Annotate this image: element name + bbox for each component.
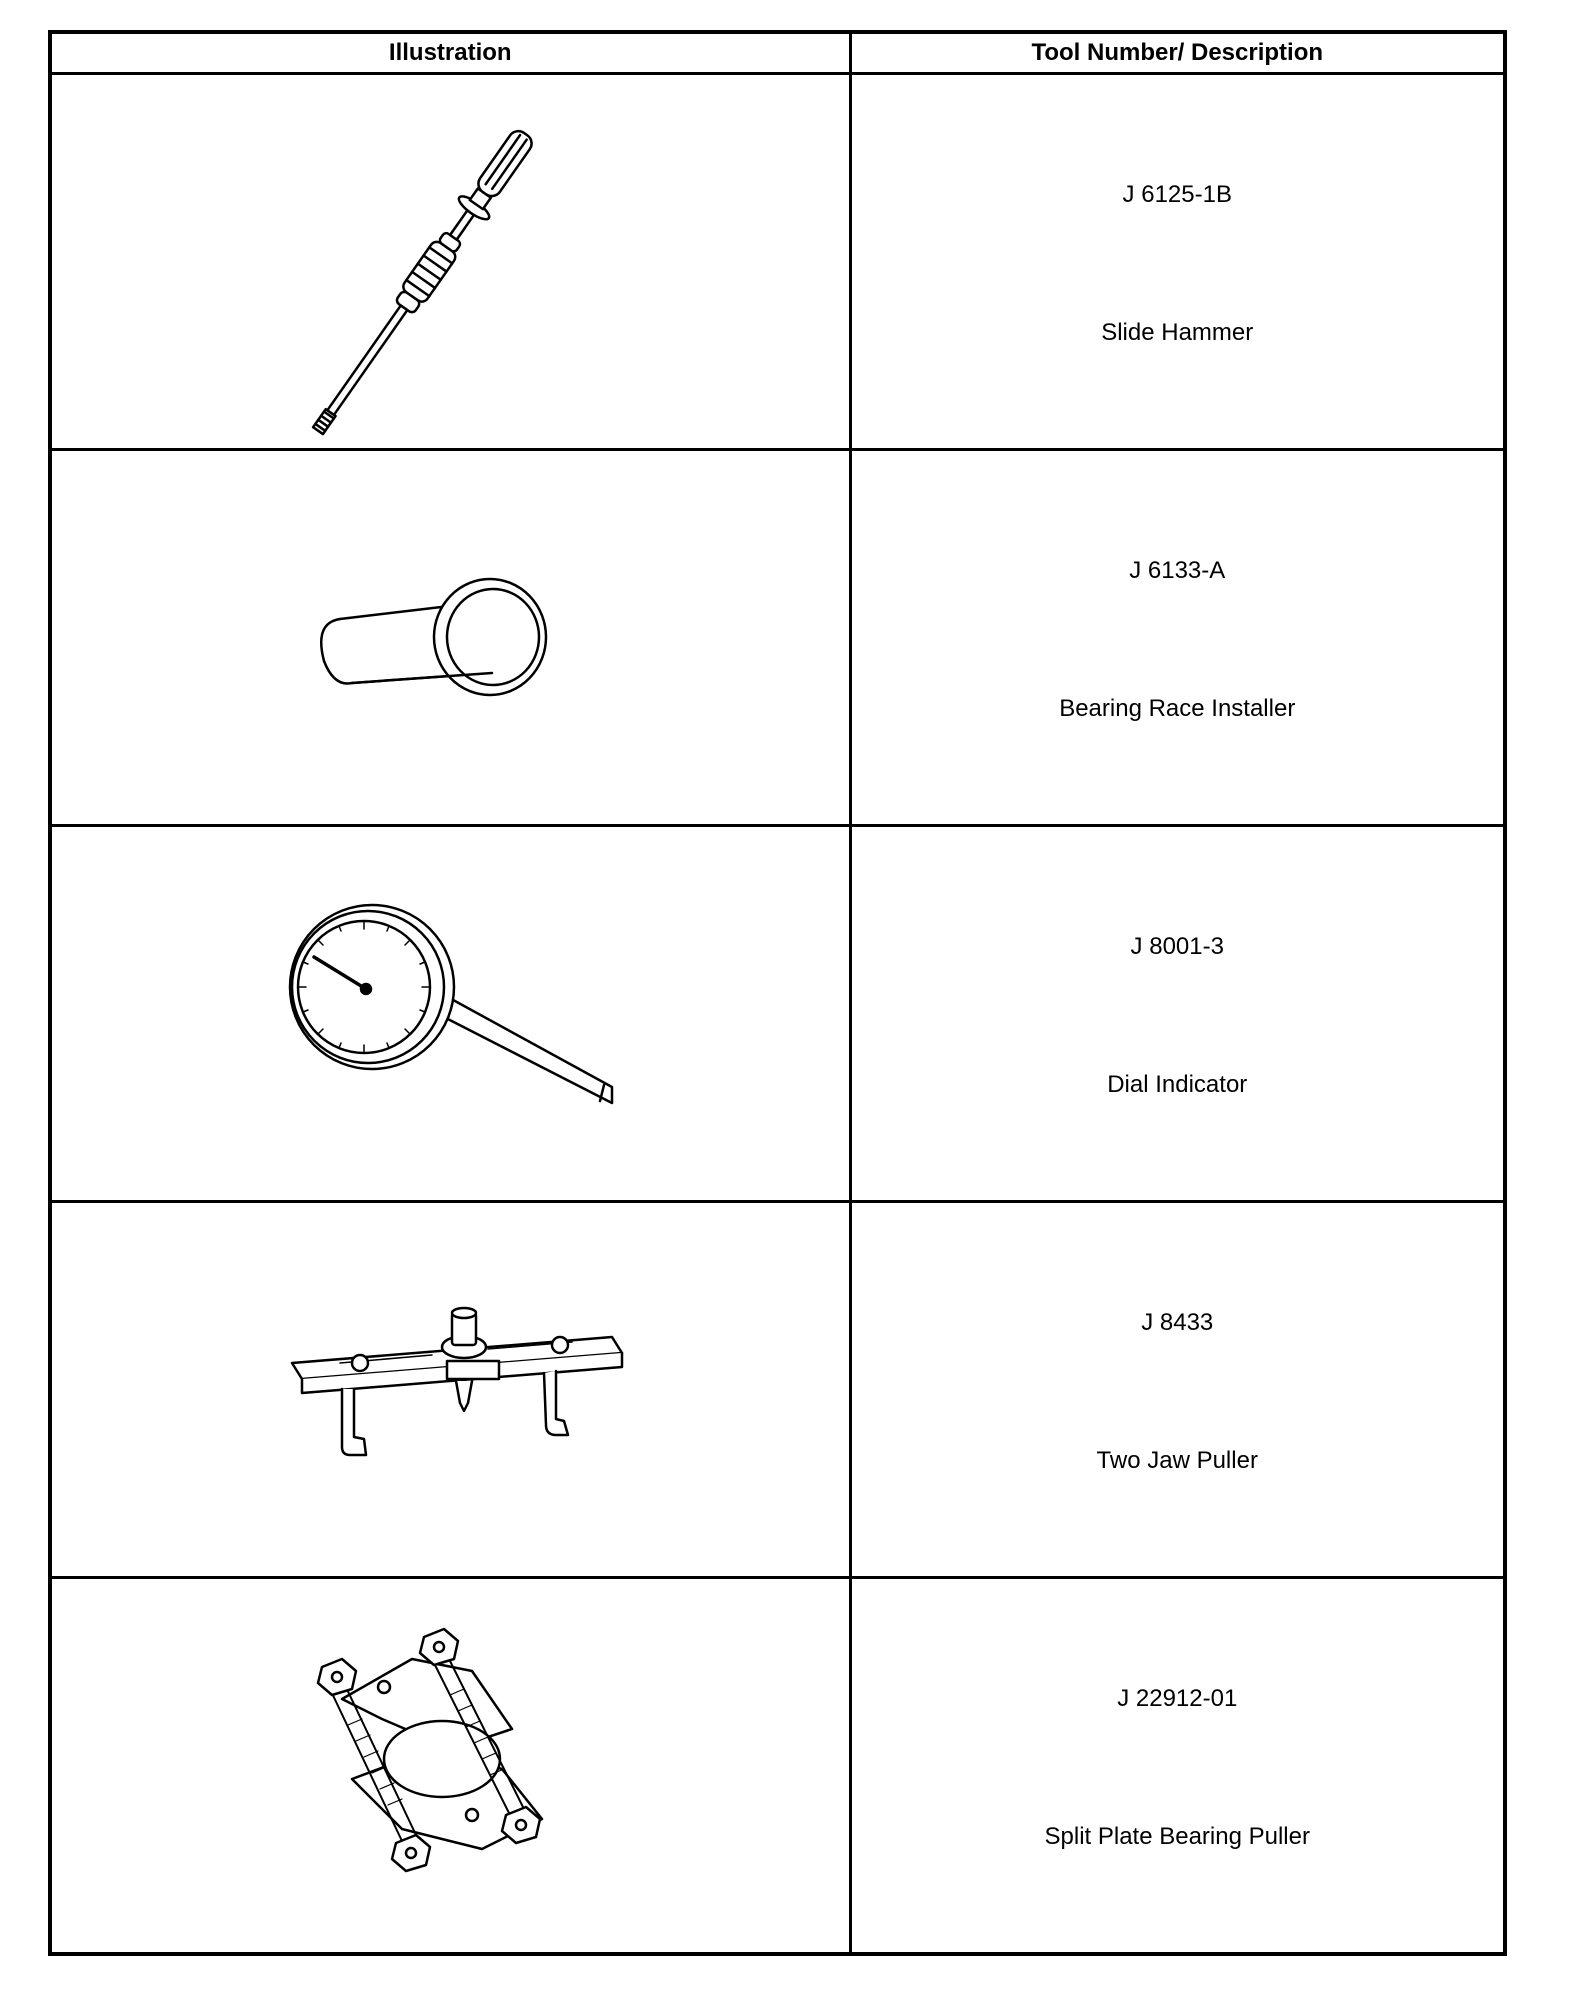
illustration-cell bbox=[50, 1202, 850, 1578]
tool-number: J 8001-3 bbox=[1130, 933, 1224, 960]
tool-description: Bearing Race Installer bbox=[1059, 695, 1296, 722]
description-cell bbox=[850, 450, 1505, 826]
description-cell bbox=[850, 1202, 1505, 1578]
table-row bbox=[50, 74, 1505, 450]
tool-number: J 22912-01 bbox=[1117, 1685, 1238, 1712]
split-plate-bearing-puller-icon bbox=[52, 1579, 852, 1952]
table-row bbox=[50, 450, 1505, 826]
table-row bbox=[50, 826, 1505, 1202]
illustration-cell bbox=[50, 450, 850, 826]
special-tools-table bbox=[48, 30, 1507, 1956]
tool-description: Slide Hammer bbox=[1101, 319, 1254, 346]
tool-number: J 6133-A bbox=[1129, 557, 1226, 584]
slide-hammer-icon bbox=[52, 75, 852, 448]
tool-number: J 6125-1B bbox=[1122, 181, 1232, 208]
table-row bbox=[50, 1202, 1505, 1578]
dial-indicator-icon bbox=[52, 827, 852, 1200]
illustration-cell bbox=[50, 826, 850, 1202]
tool-description: Dial Indicator bbox=[1107, 1071, 1248, 1098]
illustration-cell bbox=[50, 1578, 850, 1955]
description-cell bbox=[850, 826, 1505, 1202]
table-row bbox=[50, 1578, 1505, 1955]
tool-description: Two Jaw Puller bbox=[1096, 1447, 1258, 1474]
two-jaw-puller-icon bbox=[52, 1203, 852, 1576]
description-cell bbox=[850, 1578, 1505, 1955]
bearing-race-installer-icon bbox=[52, 451, 852, 824]
tool-number: J 8433 bbox=[1141, 1309, 1214, 1336]
header-tool-number-description: Tool Number/ Description bbox=[850, 32, 1505, 74]
table-header-row bbox=[50, 32, 1505, 74]
tool-description: Split Plate Bearing Puller bbox=[1044, 1823, 1310, 1850]
header-illustration: Illustration bbox=[50, 32, 850, 74]
illustration-cell bbox=[50, 74, 850, 450]
description-cell bbox=[850, 74, 1505, 450]
